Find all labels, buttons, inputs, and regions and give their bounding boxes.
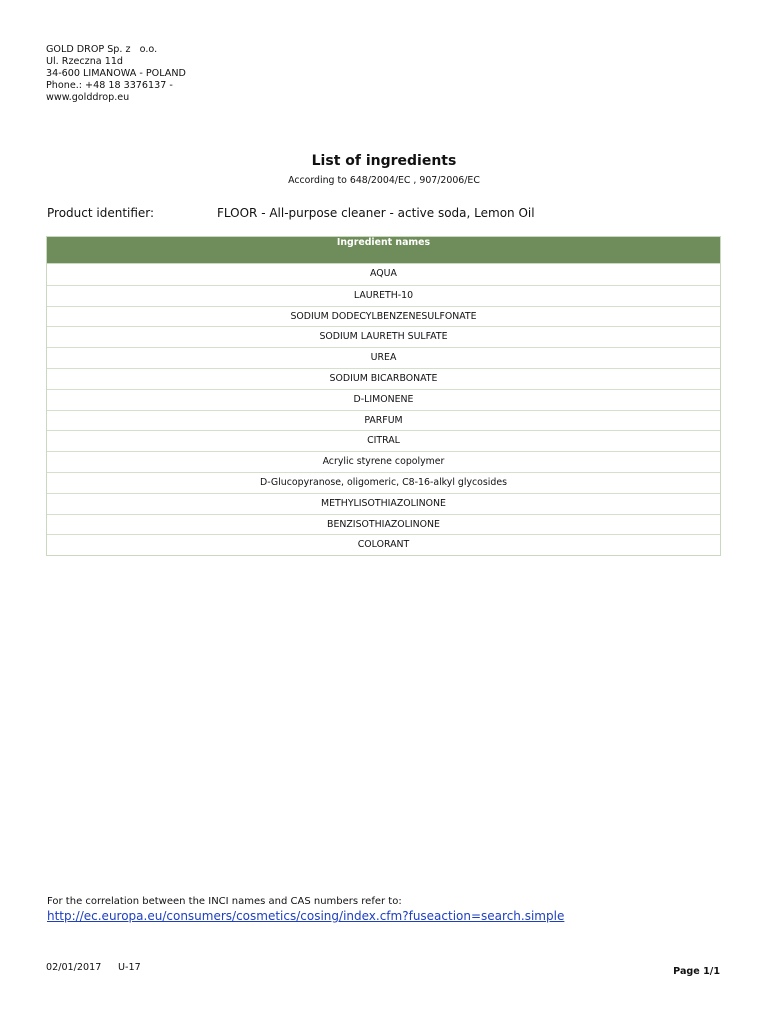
table-row: AQUA	[370, 268, 397, 279]
company-phone: Phone.: +48 18 3376137 -	[46, 80, 173, 91]
table-row: Acrylic styrene copolymer	[47, 451, 720, 472]
table-row: UREA	[47, 347, 720, 368]
table-row: LAURETH-10	[47, 285, 720, 306]
product-identifier-label: Product identifier:	[47, 206, 155, 220]
document-title: List of ingredients	[311, 153, 457, 169]
table-row: D-Glucopyranose, oligomeric, C8-16-alkyl glycosides	[47, 472, 720, 493]
cas-correlation-note: For the correlation between the INCI names and CAS numbers refer to:	[47, 896, 402, 907]
document-subtitle: According to 648/2004/EC , 907/2006/EC	[288, 175, 480, 186]
table-row: SODIUM DODECYLBENZENESULFONATE	[47, 306, 720, 327]
table-header-label: Ingredient names	[336, 237, 431, 248]
company-name: GOLD DROP Sp. z o.o.	[46, 44, 158, 55]
table-row: D-LIMONENE	[47, 389, 720, 410]
company-street: Ul. Rzeczna 11d	[46, 56, 124, 67]
table-row: COLORANT	[47, 534, 720, 555]
table-row: SODIUM LAURETH SULFATE	[47, 326, 720, 347]
table-row: PARFUM	[47, 410, 720, 431]
document-code: U-17	[118, 962, 141, 973]
document-date: 02/01/2017	[46, 962, 102, 973]
table-row: BENZISOTHIAZOLINONE	[47, 514, 720, 535]
table-row: CITRAL	[47, 430, 720, 451]
table-row: SODIUM BICARBONATE	[47, 368, 720, 389]
company-city: 34-600 LIMANOWA - POLAND	[46, 68, 186, 79]
table-header	[47, 237, 720, 264]
page-number: Page 1/1	[673, 966, 720, 977]
product-identifier-value: FLOOR - All-purpose cleaner - active soda, Lemon Oil	[217, 206, 535, 220]
table-body	[47, 264, 720, 555]
company-address-block	[46, 44, 186, 104]
table-row: METHYLISOTHIAZOLINONE	[47, 493, 720, 514]
ingredients-table	[46, 236, 721, 556]
cosing-link[interactable]: http://ec.europa.eu/consumers/cosmetics/cosing/index.cfm?fuseaction=search.simple	[47, 909, 565, 923]
company-website: www.golddrop.eu	[46, 92, 130, 103]
